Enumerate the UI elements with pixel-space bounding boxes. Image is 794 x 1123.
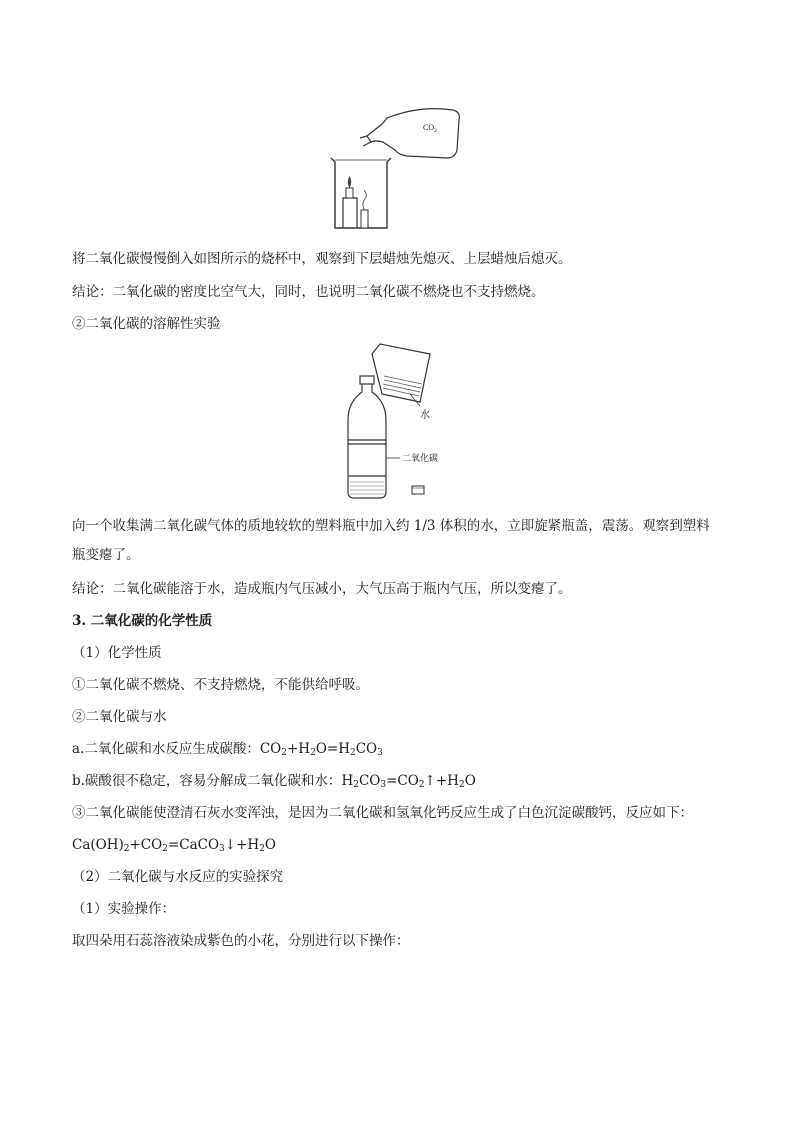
chemical-equation	[260, 741, 383, 757]
formula-part: Ca(OH)	[72, 837, 124, 853]
formula-part: CO	[259, 741, 282, 757]
co2-label: $CO_2$	[423, 123, 437, 134]
line-prefix: a.二氧化碳和水反应生成碳酸：	[72, 741, 260, 757]
text-line-conclusion-density: 结论：二氧化碳的密度比空气大，同时，也说明二氧化碳不燃烧也不支持燃烧。	[72, 284, 545, 300]
formula-part: =CaCO	[167, 837, 220, 853]
text-line-carbonic-acid-formation	[72, 739, 732, 759]
formula-part: H	[341, 773, 354, 789]
lower-candle	[361, 210, 368, 228]
subscript: 2	[353, 780, 359, 790]
text-line-co2-and-water: ②二氧化碳与水	[72, 709, 167, 725]
text-line-limewater: ③二氧化碳能使澄清石灰水变浑浊，是因为二氧化碳和氢氧化钙反应生成了白色沉淀碳酸钙，反应如下：	[72, 805, 693, 821]
subscript: 3	[380, 780, 387, 790]
subscript: 2	[310, 748, 316, 758]
formula-part: =CO	[386, 773, 419, 789]
upper-candle	[346, 188, 353, 198]
plastic-bottle-figure	[340, 340, 460, 500]
subscript: 2	[349, 748, 356, 758]
text-line-bottle-deflated: 瓶变瘪了。	[72, 547, 140, 563]
subscript: 2	[281, 748, 287, 758]
section-heading-chemical-properties: 3. 二氧化碳的化学性质	[72, 613, 213, 629]
text-line-solubility-heading: ②二氧化碳的溶解性实验	[72, 316, 221, 332]
formula-part: +CO	[129, 837, 163, 853]
line-prefix: b.碳酸很不稳定，容易分解成二氧化碳和水：	[72, 773, 342, 789]
co2-bottle	[360, 109, 459, 158]
text-line-carbonic-acid-decomposition	[72, 771, 732, 791]
chemical-equation	[341, 773, 475, 789]
formula-part: ↓+H	[224, 837, 260, 853]
formula-part: O=H	[315, 741, 350, 757]
water-label: 水	[420, 410, 430, 421]
text-line-bottle-experiment: 向一个收集满二氧化碳气体的质地较软的塑料瓶中加入约 1/3 体积的水，立即旋紧瓶盖，震荡。观察到塑料	[72, 518, 710, 534]
candle-stand	[343, 198, 357, 228]
upper-flame	[348, 176, 352, 188]
bottle-cap	[412, 486, 424, 494]
text-line-limewater-equation	[72, 835, 732, 855]
text-line-experiment-inquiry: （2）二氧化碳与水反应的实验探究	[72, 869, 284, 885]
subscript: 2	[162, 844, 168, 854]
pouring-beaker	[372, 344, 430, 402]
text-line-conclusion-solubility: 结论：二氧化碳能溶于水，造成瓶内气压减小，大气压高于瓶内气压，所以变瘪了。	[72, 581, 572, 597]
plastic-bottle	[348, 376, 386, 498]
formula-part: O	[264, 837, 276, 853]
text-line-pour-co2: 将二氧化碳慢慢倒入如图所示的烧杯中，观察到下层蜡烛先熄灭、上层蜡烛后熄灭。	[72, 251, 572, 267]
formula-part: +H	[286, 741, 311, 757]
formula-part: ↑+H	[424, 773, 459, 789]
text-line-litmus-flowers: 取四朵用石蕊溶液染成紫色的小花，分别进行以下操作：	[72, 933, 410, 949]
text-line-experiment-operation: （1）实验操作：	[72, 901, 176, 917]
candle-beaker-figure	[325, 100, 465, 235]
chemical-equation	[72, 837, 276, 853]
text-line-chemical-properties: （1）化学性质	[72, 645, 162, 661]
subscript: 2	[123, 844, 130, 854]
smoke-wisp	[363, 190, 366, 210]
subscript: 2	[418, 780, 425, 790]
formula-part: O	[464, 773, 476, 789]
co2-gas-label: 二氧化碳	[402, 454, 439, 464]
formula-part: CO	[358, 773, 381, 789]
subscript: 3	[219, 844, 225, 854]
text-line-non-combustible: ①二氧化碳不燃烧、不支持燃烧，不能供给呼吸。	[72, 677, 369, 693]
subscript: 3	[377, 748, 383, 758]
subscript: 2	[259, 844, 265, 854]
formula-part: CO	[355, 741, 378, 757]
subscript: 2	[458, 780, 465, 790]
